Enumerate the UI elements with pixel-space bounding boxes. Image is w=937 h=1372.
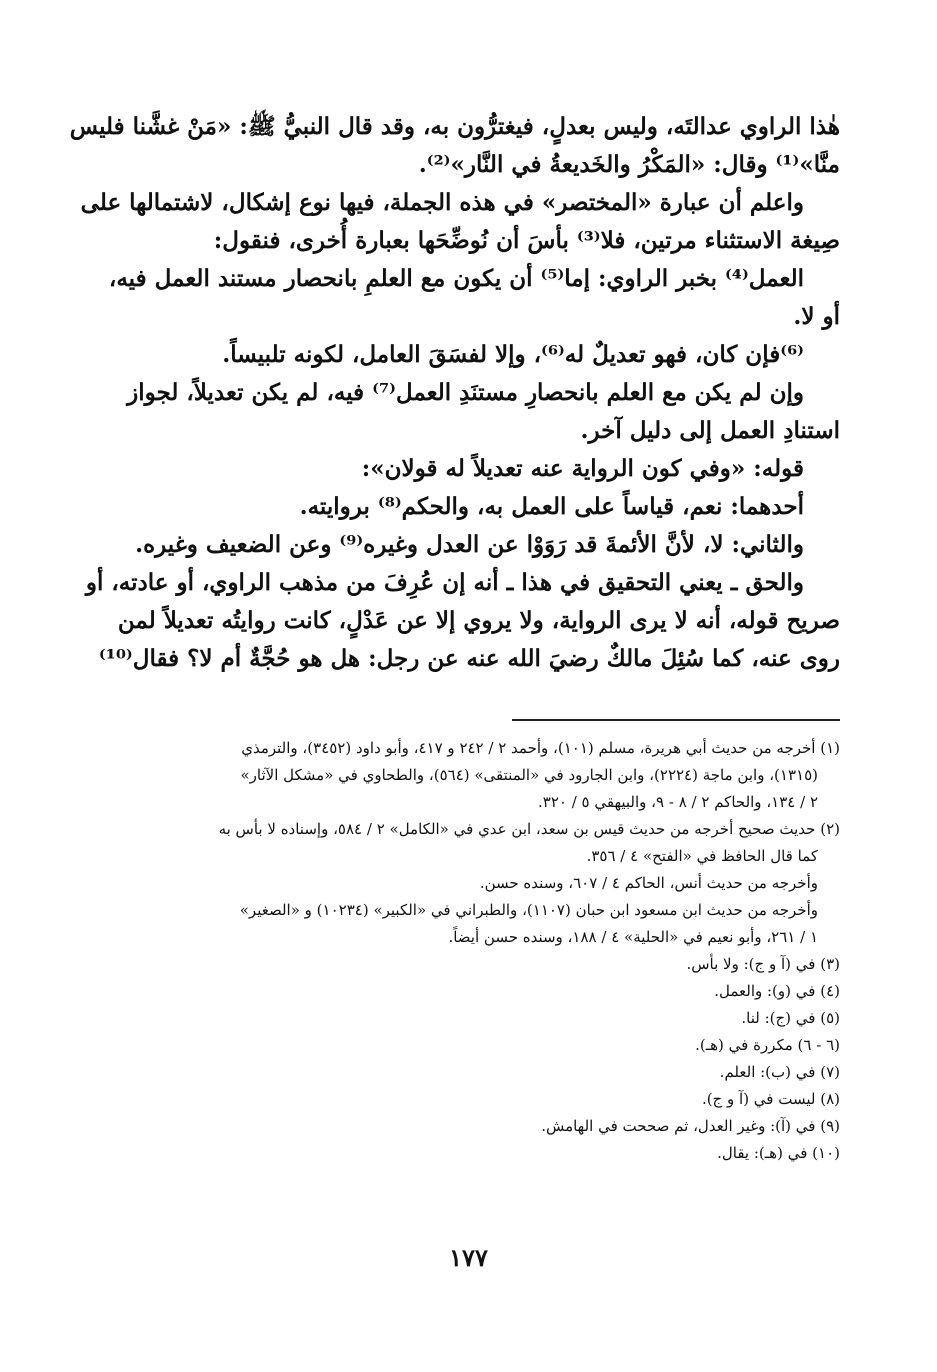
main-text — [69, 108, 840, 678]
footnote-line: (٥) في (ج): لنا. — [741, 1009, 840, 1027]
body-line: صِيغة الاستثناء مرتين، فلا⁽³⁾ بأسَ أن نُوضِّحَها بعبارة أُخرى، فنقول: — [213, 227, 840, 254]
body-line: واعلم أن عبارة «المختصر» في هذه الجملة، فيها نوع إشكال، لاشتمالها على — [80, 189, 804, 216]
body-line: أحدهما: نعم، قياساً على العمل به، والحكم⁽⁸⁾ بروايته. — [299, 493, 804, 520]
footnote-line: (١) أخرجه من حديث أبي هريرة، مسلم (١٠١)، وأحمد ٢ / ٢٤٢ و ٤١٧، وأبو داود (٣٤٥٢)، والترمذي — [241, 739, 840, 757]
body-line: وإن لم يكن مع العلم بانحصارِ مستنَدِ العمل⁽⁷⁾ فيه، لم يكن تعديلاً، لجواز — [127, 379, 804, 406]
body-line: والثاني: لا، لأنَّ الأئمةَ قد رَوَوْا عن العدل وغيره⁽⁹⁾ وعن الضعيف وغيره. — [135, 531, 804, 558]
page-number: ١٧٧ — [449, 1243, 488, 1272]
footnote-line: (١٣١٥)، وابن ماجة (٢٢٢٤)، وابن الجارود في «المنتقى» (٥٦٤)، والطحاوي في «مشكل الآثار» — [240, 766, 818, 784]
footnote-line: (٨) ليست في (آ و ج). — [701, 1090, 840, 1108]
body-line: صريح قوله، أنه لا يرى الرواية، ولا يروي إلا عن عَدْلٍ، كانت روايتُه تعديلاً لمن — [117, 607, 840, 634]
footnote-line: (١٠) في (هـ): يقال. — [717, 1144, 840, 1162]
footnote-line: (٩) في (آ): وغير العدل، ثم صححت في الهامش. — [541, 1117, 840, 1135]
body-line: أو لا. — [793, 303, 840, 330]
body-line: قوله: «وفي كون الرواية عنه تعديلاً له قولان»: — [361, 455, 804, 482]
footnote-line: ٢ / ١٣٤، والحاكم ٢ / ٨ - ٩، والبيهقي ٥ / ٣٢٠. — [538, 793, 818, 811]
footnote-line: ١ / ٢٦١، وأبو نعيم في «الحلية» ٤ / ١٨٨، وسنده حسن أيضاً. — [448, 928, 818, 946]
footnote-line: (٧) في (ب): العلم. — [719, 1063, 840, 1081]
footnote-line: وأخرجه من حديث أنس، الحاكم ٤ / ٦٠٧، وسنده حسن. — [479, 874, 818, 892]
body-line: والحق ـ يعني التحقيق في هذا ـ أنه إن عُرِفَ من مذهب الراوي، أو عادته، أو — [85, 569, 804, 596]
body-line: ⁽⁶⁾فإن كان، فهو تعديلٌ له⁽⁶⁾، وإلا لفسَقَ العامل، لكونه تلبيساً. — [222, 341, 804, 368]
body-line: هٰذا الراوي عدالتَه، وليس بعدلٍ، فيغترُّون به، وقد قال النبيُّ ﷺ: «مَنْ غشَّنا فليس — [69, 113, 840, 140]
footnotes — [128, 735, 840, 1167]
footnote-line: (٦ - ٦) مكررة في (هـ). — [695, 1036, 840, 1054]
footnote-line: وأخرجه من حديث ابن مسعود ابن حبان (١١٠٧)، والطبراني في «الكبير» (١٠٢٣٤) و «الصغير» — [239, 901, 818, 919]
footnote-separator — [512, 719, 840, 721]
body-line: روى عنه، كما سُئِلَ مالكٌ رضيَ الله عنه عن رجل: هل هو حُجَّةٌ أم لا؟ فقال⁽¹⁰⁾ — [98, 645, 840, 672]
footnote-line: (٢) حديث صحيح أخرجه من حديث قيس بن سعد، ابن عدي في «الكامل» ٢ / ٥٨٤، وإسناده لا بأس به — [218, 820, 840, 838]
body-line: منَّا»⁽¹⁾ وقال: «المَكْرُ والخَديعةُ في النَّار»⁽²⁾. — [418, 151, 840, 178]
body-line: العمل⁽⁴⁾ بخبر الراوي: إما⁽⁵⁾ أن يكون مع العلمِ بانحصار مستند العمل فيه، — [108, 265, 804, 292]
footnote-line: كما قال الحافظ في «الفتح» ٤ / ٣٥٦. — [586, 847, 818, 865]
footnote-line: (٣) في (آ و ج): ولا بأس. — [686, 955, 840, 973]
body-line: استنادِ العمل إلى دليل آخر. — [580, 417, 840, 444]
footnote-line: (٤) في (و): والعمل. — [714, 982, 840, 1000]
